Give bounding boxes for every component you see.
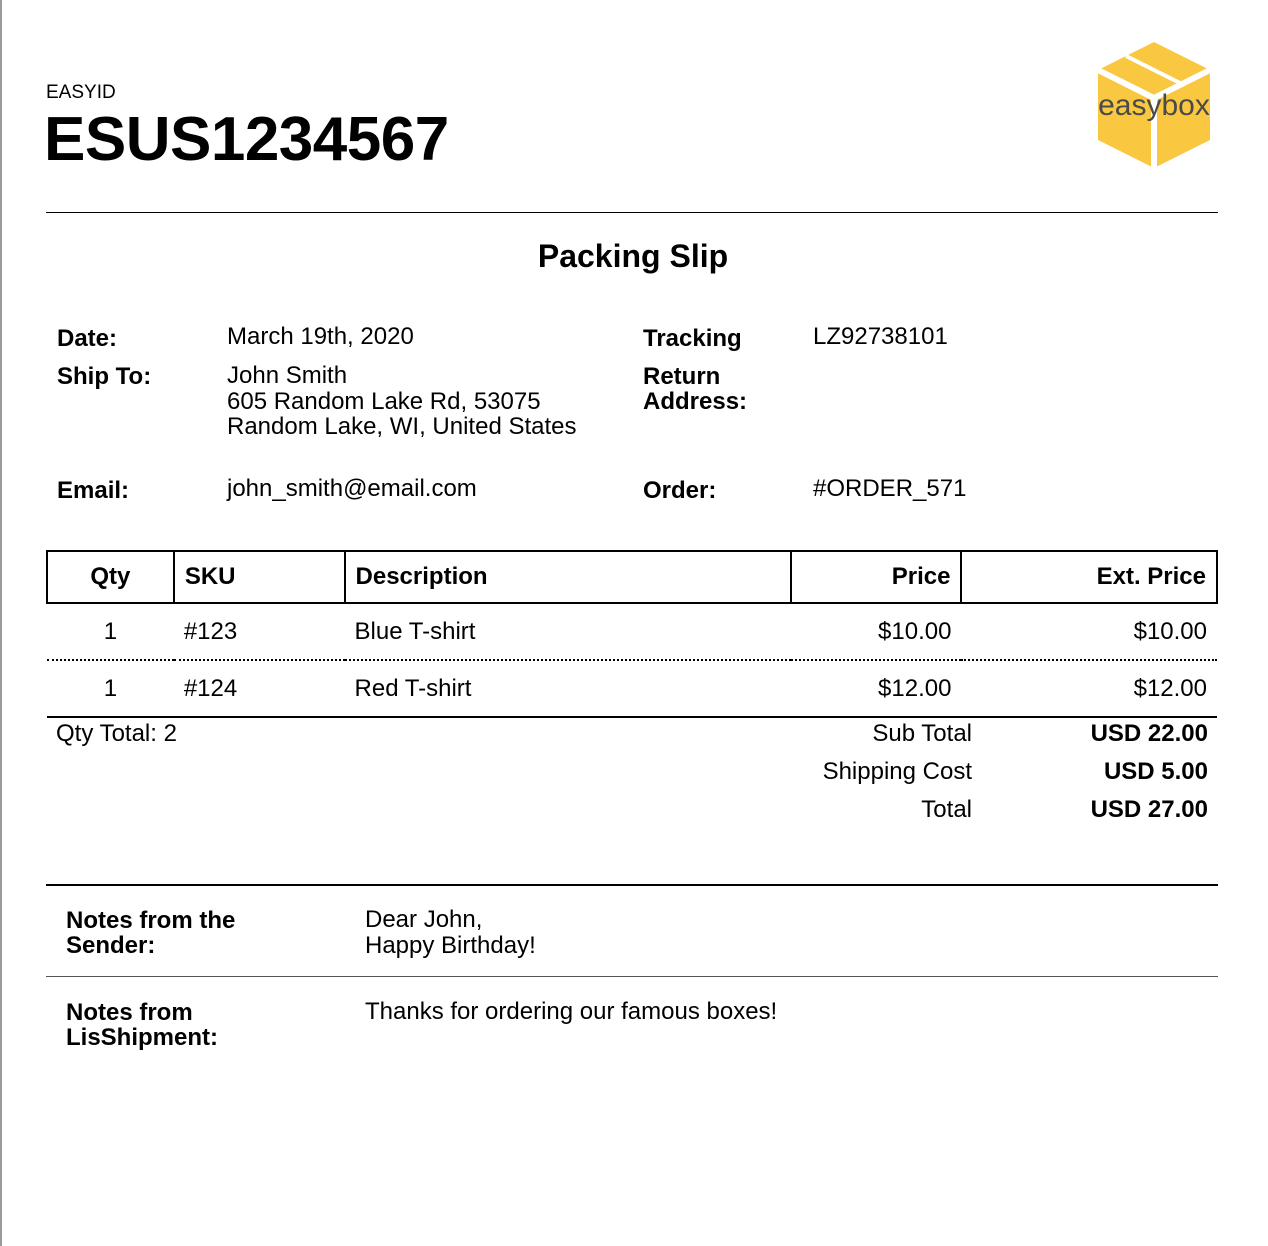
order-value: #ORDER_571: [813, 475, 967, 502]
sender-notes: [365, 907, 536, 958]
cell-sku: #124: [174, 660, 345, 717]
tracking-value: LZ92738101: [813, 323, 948, 350]
cell-description: Red T-shirt: [345, 660, 791, 717]
sender-notes-line2: Happy Birthday!: [365, 931, 536, 959]
col-description-header: Description: [345, 551, 791, 603]
qty-total: Qty Total: 2: [56, 720, 177, 747]
subtotal-label: Sub Total: [872, 720, 972, 747]
date-value: March 19th, 2020: [227, 323, 414, 350]
cell-price: $10.00: [791, 603, 962, 660]
cell-ext-price: $12.00: [961, 660, 1217, 717]
cell-qty: 1: [47, 603, 174, 660]
table-row: [47, 660, 1217, 717]
easyid-label: EASYID: [46, 82, 116, 103]
ship-to-address: [227, 363, 577, 440]
company-notes-label-line1: Notes from: [66, 999, 193, 1026]
total-value: USD 27.00: [1090, 796, 1208, 823]
ship-to-city: Random Lake, WI, United States: [227, 413, 577, 440]
page-title: Packing Slip: [537, 238, 729, 274]
cell-price: $12.00: [791, 660, 962, 717]
col-sku-header: SKU: [174, 551, 345, 603]
cell-qty: 1: [47, 660, 174, 717]
ship-to-street: 605 Random Lake Rd, 53075: [227, 387, 541, 415]
col-price-header: Price: [791, 551, 962, 603]
col-ext-price-header: Ext. Price: [961, 551, 1217, 603]
shipping-cost-label: Shipping Cost: [822, 758, 972, 785]
tracking-label: Tracking: [643, 325, 742, 352]
sender-notes-label-line1: Notes from the: [66, 907, 236, 934]
easybox-logo: [1090, 40, 1218, 170]
sender-notes-line1: Dear John,: [365, 906, 483, 933]
sender-notes-label: [66, 908, 326, 958]
date-label: Date:: [57, 325, 118, 352]
ship-to-label: Ship To:: [57, 363, 152, 390]
shipping-cost-value: USD 5.00: [1103, 758, 1208, 785]
cell-ext-price: $10.00: [961, 603, 1217, 660]
cell-sku: #123: [174, 603, 345, 660]
company-notes-label: [66, 1000, 326, 1050]
table-row: [47, 603, 1217, 660]
total-label: Total: [921, 796, 972, 823]
easyid-value: ESUS1234567: [44, 105, 449, 174]
table-header-row: [47, 551, 1217, 603]
subtotal-value: USD 22.00: [1090, 720, 1208, 747]
company-notes: Thanks for ordering our famous boxes!: [365, 998, 778, 1025]
items-table: [46, 550, 1218, 718]
return-label-line2: Address:: [643, 388, 748, 415]
col-qty-header: Qty: [47, 551, 174, 603]
email-label: Email:: [57, 477, 130, 504]
cell-description: Blue T-shirt: [345, 603, 791, 660]
return-label-line1: Return: [643, 363, 721, 390]
logo-text: easybox: [1098, 89, 1210, 122]
return-address-label: [643, 364, 747, 414]
header-divider: [46, 212, 1218, 213]
notes-separator: [46, 976, 1218, 977]
sender-notes-label-line2: Sender:: [66, 932, 156, 959]
email-value: john_smith@email.com: [227, 475, 477, 502]
ship-to-name: John Smith: [227, 362, 348, 389]
notes-divider: [46, 884, 1218, 886]
order-label: Order:: [643, 477, 717, 504]
company-notes-label-line2: LisShipment:: [66, 1024, 219, 1051]
